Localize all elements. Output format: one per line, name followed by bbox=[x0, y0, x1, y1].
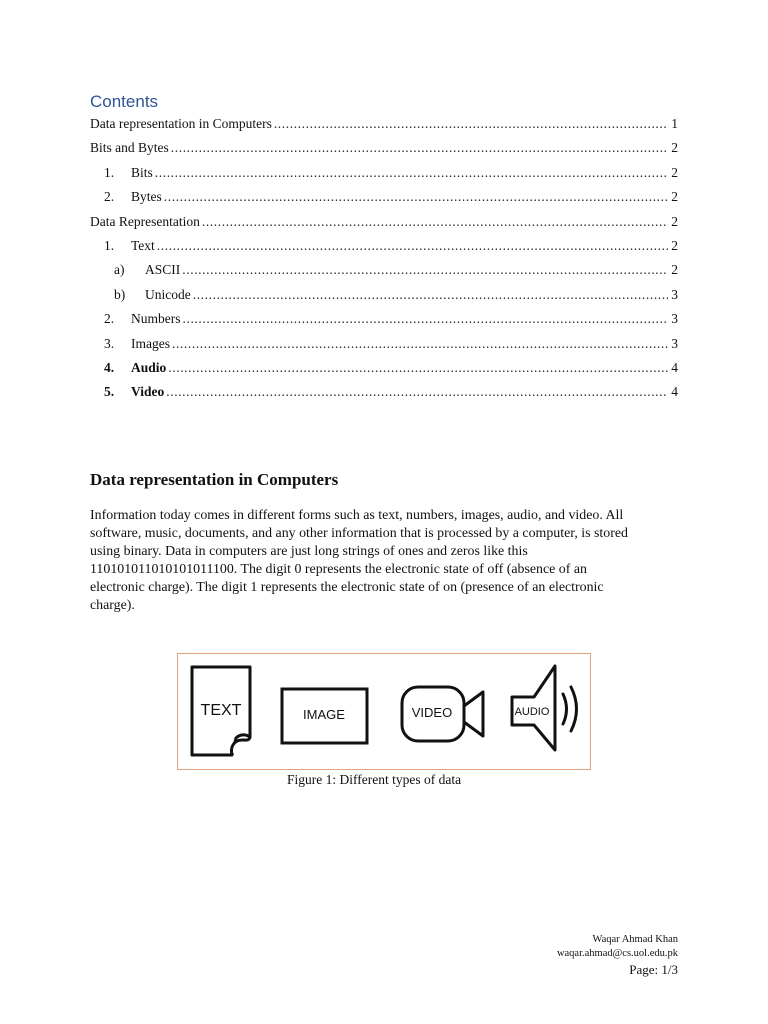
toc-entry-page: 4 bbox=[671, 384, 678, 400]
section-heading: Data representation in Computers bbox=[90, 470, 339, 489]
image-icon bbox=[282, 689, 367, 743]
toc-entry[interactable] bbox=[90, 140, 678, 164]
toc-entry[interactable] bbox=[90, 214, 678, 238]
toc-entry-page: 3 bbox=[671, 311, 678, 327]
body-paragraph: Information today comes in different forms such as text, numbers, images, audio, and video. All software, music, documents, and any other information that is processed by a computer, is stored using binary. Data in computers are just long strings of ones and zeros like this 110101011010101011100. The digit 0 represents the electronic state of off (absence of an electronic charge). The digit 1 represents the electronic state of on (presence of an electronic charge). bbox=[90, 508, 628, 613]
toc-entry-page: 2 bbox=[671, 262, 678, 278]
image-label: IMAGE bbox=[303, 707, 345, 722]
toc-entry-label: Numbers bbox=[131, 311, 181, 327]
toc-entry-page: 3 bbox=[671, 335, 678, 351]
toc-entry-label: Data representation in Computers bbox=[90, 116, 272, 131]
toc-entry-label: Bits and Bytes bbox=[90, 140, 169, 156]
figure-caption: Figure 1: Different types of data bbox=[287, 772, 462, 787]
toc-entry[interactable] bbox=[90, 116, 678, 140]
audio-label: AUDIO bbox=[514, 706, 550, 718]
table-of-contents bbox=[90, 116, 678, 409]
toc-entry-label: Unicode bbox=[145, 286, 191, 302]
toc-entry[interactable]: 3. Images ..... 3 bbox=[90, 336, 678, 360]
toc-entry[interactable]: 5. Video ..... 4 bbox=[90, 384, 678, 408]
toc-entry-label: Bits bbox=[131, 164, 153, 180]
toc-entry[interactable]: 2. Bytes ..... 2 bbox=[90, 189, 678, 213]
document-icon bbox=[192, 667, 250, 755]
video-label: VIDEO bbox=[411, 705, 453, 720]
data-types-illustration bbox=[178, 654, 592, 771]
toc-entry-page: 4 bbox=[671, 359, 678, 375]
page-number: Page: 1/3 bbox=[629, 962, 678, 977]
page-footer bbox=[557, 933, 678, 979]
toc-entry-label: Bytes bbox=[131, 189, 162, 205]
toc-entry-page: 2 bbox=[671, 189, 678, 205]
toc-entry[interactable]: 2. Numbers ..... 3 bbox=[90, 311, 678, 335]
toc-entry[interactable]: 4. Audio ..... 4 bbox=[90, 360, 678, 384]
video-camera-icon bbox=[402, 687, 483, 741]
toc-entry-label: Video bbox=[131, 384, 165, 400]
toc-entry[interactable]: 1. Bits ..... 2 bbox=[90, 165, 678, 189]
toc-entry[interactable]: 1. Text ..... 2 bbox=[90, 238, 678, 262]
toc-entry-label: Images bbox=[131, 335, 170, 351]
toc-entry-page: 3 bbox=[671, 286, 678, 302]
toc-entry-label: ASCII bbox=[145, 262, 181, 278]
toc-entry-label: Audio bbox=[131, 359, 167, 375]
toc-entry-page: 2 bbox=[671, 164, 678, 180]
footer-email[interactable]: waqar.ahmad@cs.uol.edu.pk bbox=[556, 948, 678, 959]
text-label: TEXT bbox=[200, 702, 242, 719]
toc-entry-page: 2 bbox=[671, 237, 678, 253]
data-types-figure bbox=[177, 653, 591, 770]
speaker-icon bbox=[512, 666, 577, 750]
toc-entry-label: Data Representation bbox=[90, 213, 200, 229]
toc-entry[interactable]: a) ASCII ..... 2 bbox=[90, 262, 678, 286]
footer-author: Waqar Ahmad Khan bbox=[592, 934, 678, 945]
toc-entry-page: 2 bbox=[671, 213, 678, 229]
toc-entry[interactable]: b) Unicode ..... 3 bbox=[90, 287, 678, 311]
toc-entry-page: 1 bbox=[671, 116, 678, 131]
toc-entry-label: Text bbox=[131, 237, 155, 253]
toc-title: Contents bbox=[90, 92, 159, 111]
toc-entry-page: 2 bbox=[671, 140, 678, 156]
